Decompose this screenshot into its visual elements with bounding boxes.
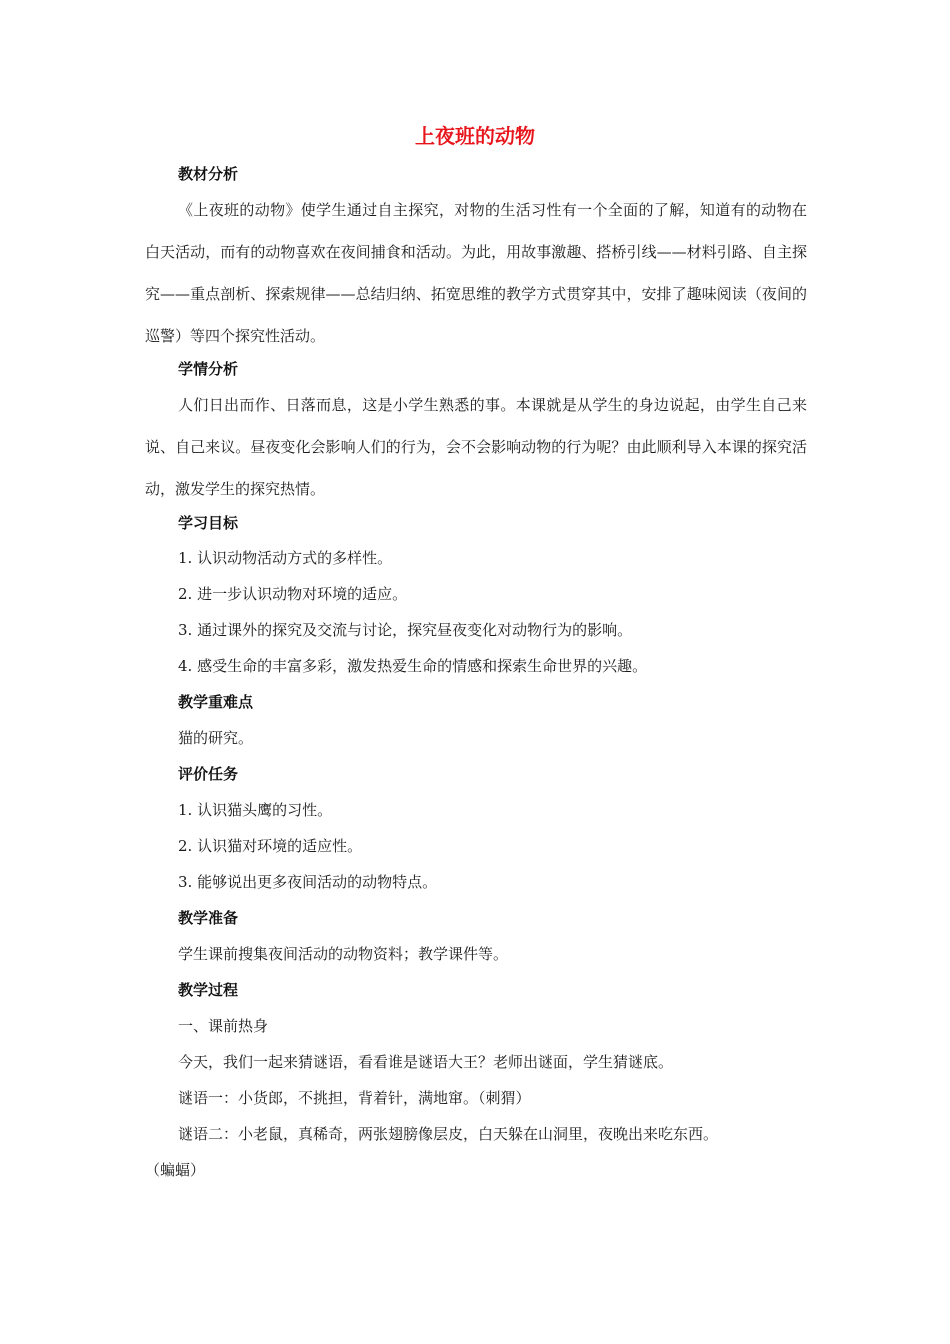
paragraph-student-analysis: 人们日出而作、日落而息，这是小学生熟悉的事。本课就是从学生的身边说起，由学生自己来说、自己来议。昼夜变化会影响人们的行为，会不会影响动物的行为呢？由此顺利导入本课的探究活动，激发学生的探究热情。: [145, 396, 807, 498]
heading-key-points: 教学重难点: [178, 693, 254, 711]
goal-item: 2. 进一步认识动物对环境的适应。: [178, 585, 408, 603]
goal-item: 3. 通过课外的探究及交流与讨论，探究昼夜变化对动物行为的影响。: [178, 621, 633, 639]
evaluation-item: 1. 认识猫头鹰的习性。: [178, 801, 333, 819]
document-title: 上夜班的动物: [415, 124, 535, 148]
paragraph-material-analysis: 《上夜班的动物》使学生通过自主探究，对物的生活习性有一个全面的了解，知道有的动物在白天活动，而有的动物喜欢在夜间捕食和活动。为此，用故事激趣、搭桥引线——材料引路、自主探究——重点剖析、探索规律——总结归纳、拓宽思维的教学方式贯穿其中，安排了趣味阅读（夜间的巡警）等四个探究性活动。: [145, 201, 807, 345]
process-intro: 今天，我们一起来猜谜语，看看谁是谜语大王？老师出谜面，学生猜谜底。: [178, 1053, 674, 1071]
process-step-title: 一、课前热身: [178, 1017, 269, 1035]
goal-item: 4. 感受生命的丰富多彩，激发热爱生命的情感和探索生命世界的兴趣。: [178, 657, 648, 675]
riddle-two-answer: （蝙蝠）: [145, 1161, 206, 1179]
heading-teaching-process: 教学过程: [178, 981, 239, 999]
heading-preparation: 教学准备: [178, 909, 239, 927]
heading-material-analysis: 教材分析: [178, 165, 239, 183]
riddle-one: 谜语一：小货郎，不挑担，背着针，满地窜。（刺猬）: [178, 1089, 531, 1107]
preparation-text: 学生课前搜集夜间活动的动物资料；教学课件等。: [178, 945, 509, 963]
heading-evaluation-tasks: 评价任务: [178, 765, 239, 783]
evaluation-item: 3. 能够说出更多夜间活动的动物特点。: [178, 873, 438, 891]
heading-student-analysis: 学情分析: [178, 360, 239, 378]
riddle-two: 谜语二：小老鼠，真稀奇，两张翅膀像层皮，白天躲在山洞里，夜晚出来吃东西。: [178, 1125, 719, 1143]
goal-item: 1. 认识动物活动方式的多样性。: [178, 549, 393, 567]
key-points-text: 猫的研究。: [178, 729, 254, 747]
evaluation-item: 2. 认识猫对环境的适应性。: [178, 837, 363, 855]
heading-learning-goals: 学习目标: [178, 514, 239, 532]
